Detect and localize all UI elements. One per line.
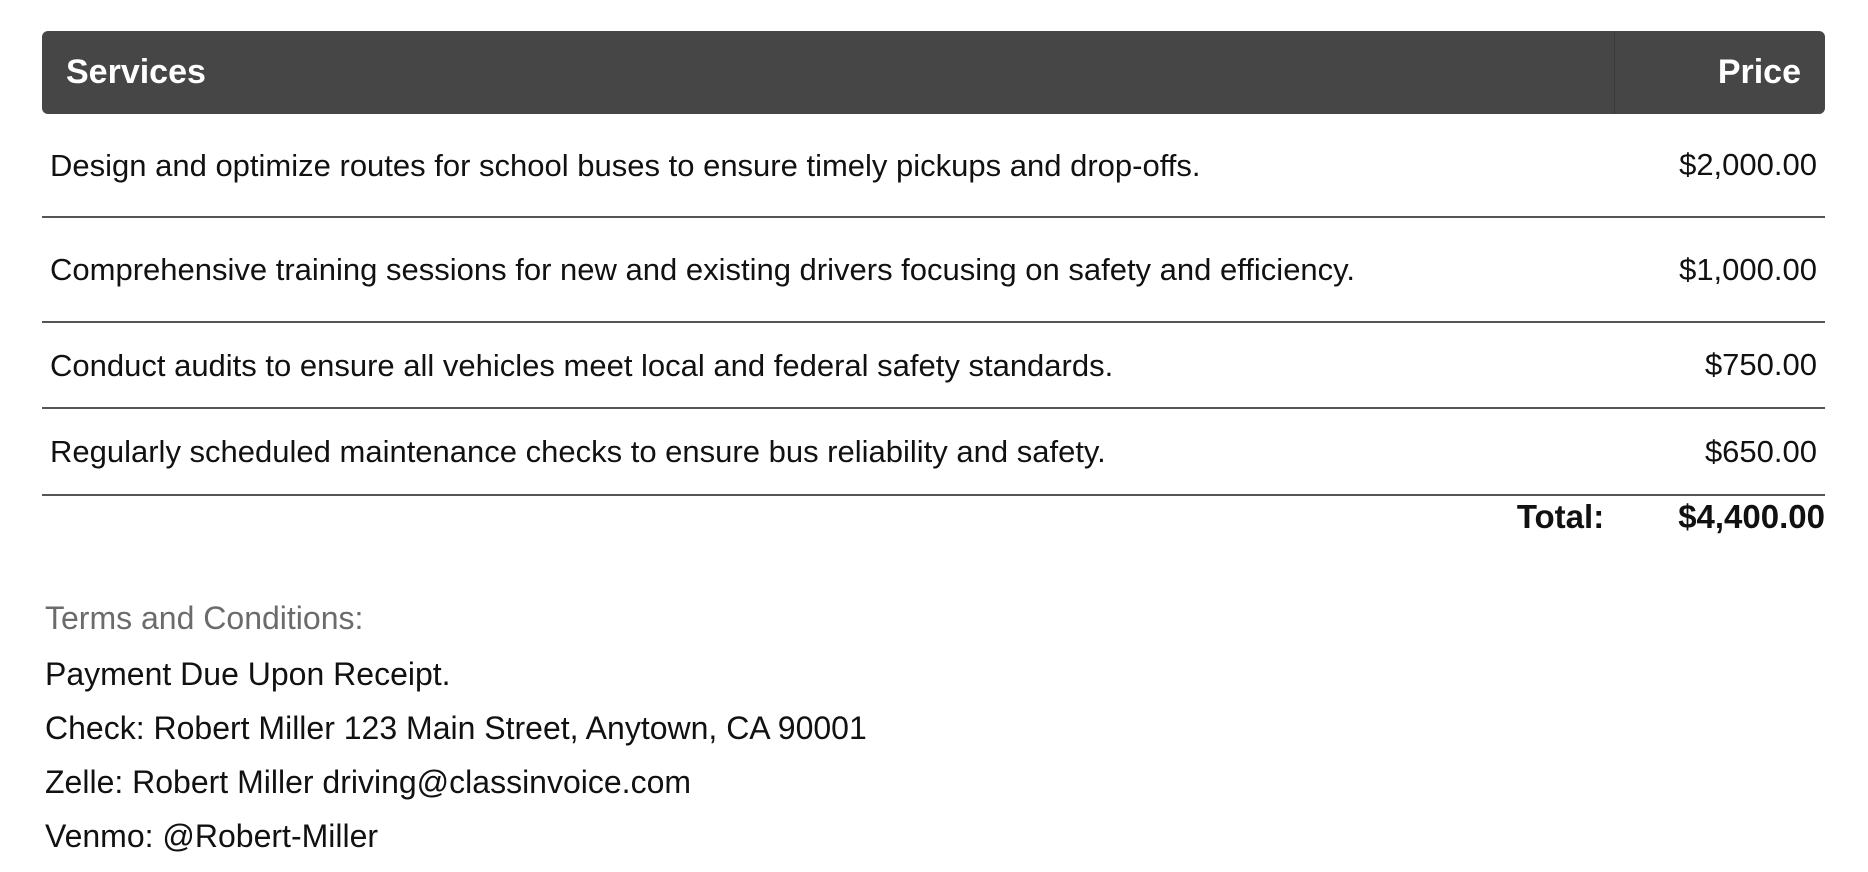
terms-heading: Terms and Conditions: <box>45 600 364 636</box>
table-row <box>42 114 1825 218</box>
service-price: $750.00 <box>1704 347 1817 382</box>
service-price: $2,000.00 <box>1679 147 1817 182</box>
terms-line: Zelle: Robert Miller driving@classinvoice.com <box>45 764 692 800</box>
total-label: Total: <box>1516 498 1605 535</box>
table-row <box>42 218 1825 323</box>
header-price: Price <box>1614 31 1825 114</box>
table-row <box>42 323 1825 409</box>
table-row <box>42 409 1825 496</box>
services-table <box>42 31 1825 496</box>
total-row <box>1517 498 1825 536</box>
service-description: Regularly scheduled maintenance checks to ensure bus reliability and safety. <box>50 434 1106 469</box>
terms-line: Check: Robert Miller 123 Main Street, Anytown, CA 90001 <box>45 710 867 746</box>
service-price: $650.00 <box>1704 433 1817 469</box>
service-description: Comprehensive training sessions for new and existing drivers focusing on safety and efficiency. <box>50 252 1355 287</box>
service-description: Conduct audits to ensure all vehicles meet local and federal safety standards. <box>50 347 1114 383</box>
service-price: $1,000.00 <box>1679 251 1817 287</box>
terms-line: Payment Due Upon Receipt. <box>45 656 451 692</box>
table-header <box>42 31 1825 114</box>
terms-line: Venmo: @Robert-Miller <box>45 818 379 854</box>
header-services: Services <box>66 53 206 91</box>
total-value: $4,400.00 <box>1678 498 1825 535</box>
terms-section <box>45 600 867 872</box>
service-description: Design and optimize routes for school buses to ensure timely pickups and drop-offs. <box>50 147 1201 183</box>
